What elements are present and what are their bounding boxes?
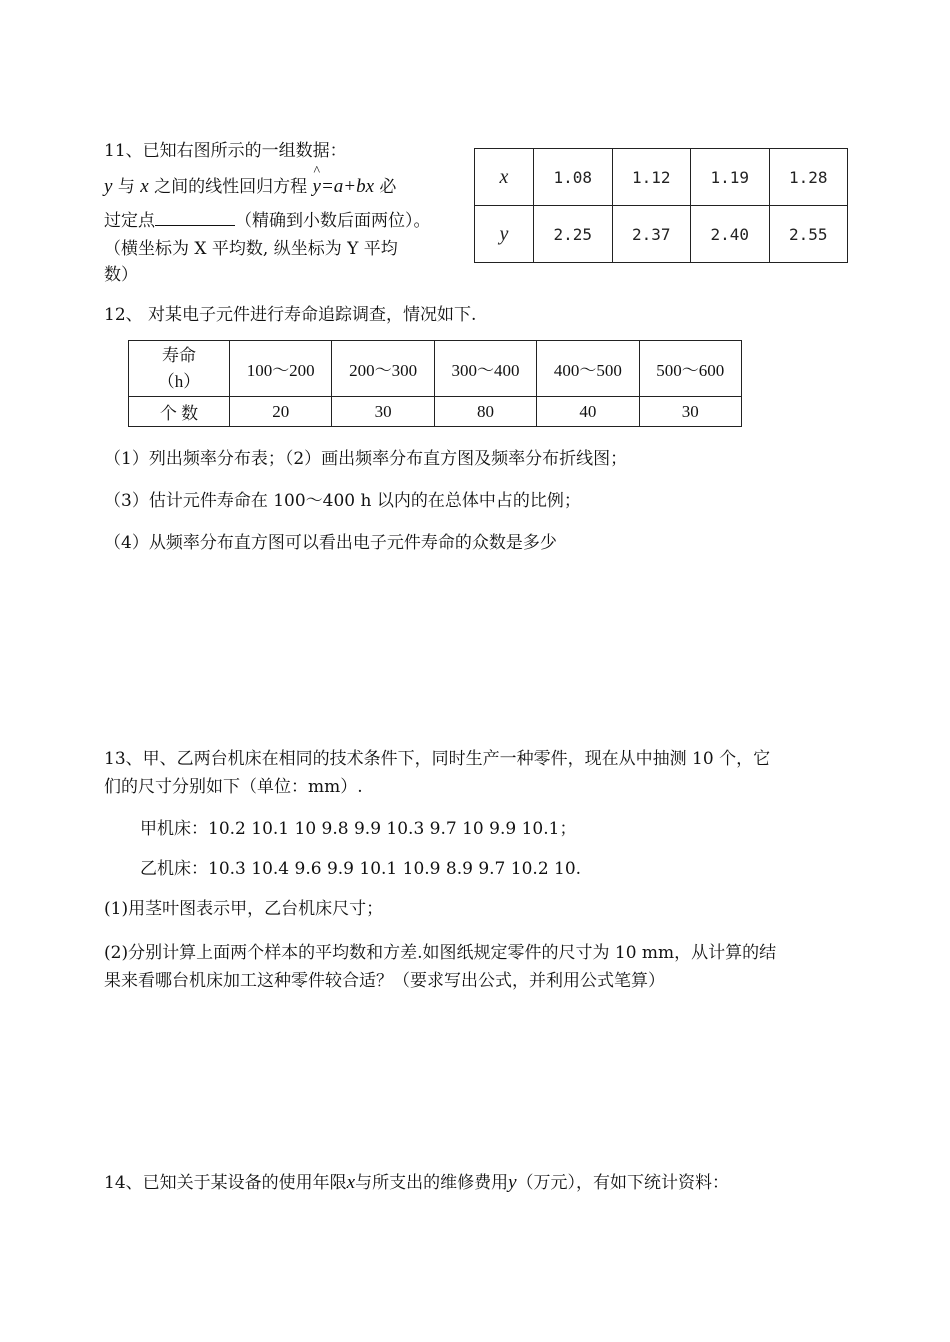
- q13-part1: (1)用茎叶图表示甲，乙台机床尺寸；: [104, 899, 384, 919]
- y-hat: ^ y: [313, 176, 321, 198]
- count-cell: 30: [332, 397, 434, 427]
- q11-x-symbol: x: [140, 176, 149, 197]
- q13-part2-line2: 果来看哪台机床加工这种零件较合适？（要求写出公式，并利用公式笔算）: [104, 971, 665, 991]
- q14-y-symbol: y: [508, 1172, 517, 1193]
- q11-line3-post: （精确到小数后面两位）。: [235, 211, 431, 231]
- q14-line: [104, 1168, 729, 1194]
- q13-yi-data: 乙机床：10.3 10.4 9.6 9.9 10.1 10.9 8.9 9.7 10.2 10.: [140, 859, 582, 879]
- regression-equation: [313, 176, 375, 197]
- x-value: 1.12: [612, 149, 691, 206]
- range-cell: 200～300: [332, 341, 434, 397]
- q11-line5: 数）: [104, 265, 138, 285]
- y-value: 2.37: [612, 206, 691, 263]
- count-cell: 80: [434, 397, 536, 427]
- q13-line1: 13、甲、乙两台机床在相同的技术条件下，同时生产一种零件，现在从中抽测 10 个，它: [104, 749, 771, 769]
- range-cell: 100～200: [230, 341, 332, 397]
- q13-jia-data: 甲机床：10.2 10.1 10 9.8 9.9 10.3 9.7 10 9.9 10.1；: [140, 819, 577, 839]
- q11-line3: [104, 206, 431, 231]
- range-cell: 300～400: [434, 341, 536, 397]
- data-table-q11: [474, 148, 848, 263]
- lifespan-header-line1: 寿命: [162, 345, 196, 365]
- x-value: 1.28: [769, 149, 848, 206]
- q12-title: 12、 对某电子元件进行寿命追踪调查，情况如下.: [104, 305, 477, 325]
- q11-with-word: 与: [117, 177, 135, 197]
- q11-must: 必: [379, 177, 397, 197]
- q14-x-symbol: x: [346, 1172, 356, 1193]
- q12-sub1: （1）列出频率分布表；（2）画出频率分布直方图及频率分布折线图；: [104, 449, 628, 469]
- q11-between-text: 之间的线性回归方程: [154, 177, 308, 197]
- y-value: 2.25: [534, 206, 613, 263]
- count-cell: 40: [537, 397, 639, 427]
- q13-part2-line1: (2)分别计算上面两个样本的平均数和方差.如图纸规定零件的尺寸为 10 mm，从计算的结: [104, 943, 777, 963]
- q13-line2: 们的尺寸分别如下（单位：mm）.: [104, 777, 363, 797]
- q14-mid: 与所支出的维修费用: [355, 1173, 509, 1193]
- q12-sub3: （3）估计元件寿命在 100～400 h 以内的在总体中占的比例；: [104, 491, 581, 511]
- y-value: 2.40: [691, 206, 770, 263]
- q11-line3-pre: 过定点: [104, 211, 155, 231]
- count-cell: 20: [230, 397, 332, 427]
- q11-line2: [104, 172, 396, 198]
- count-label: 个 数: [129, 397, 230, 427]
- range-cell: 500～600: [639, 341, 741, 397]
- y-header: y: [475, 206, 534, 263]
- q14-pre: 14、已知关于某设备的使用年限: [104, 1173, 347, 1193]
- count-cell: 30: [639, 397, 741, 427]
- q14-post: （万元），有如下统计资料：: [516, 1173, 730, 1193]
- x-header: x: [475, 149, 534, 206]
- x-value: 1.19: [691, 149, 770, 206]
- q11-line1: 11、已知右图所示的一组数据：: [104, 141, 347, 161]
- lifespan-table: [128, 340, 742, 427]
- answer-blank[interactable]: [155, 211, 235, 226]
- range-cell: 400～500: [537, 341, 639, 397]
- lifespan-header-line2: （h）: [157, 371, 201, 391]
- y-value: 2.55: [769, 206, 848, 263]
- equation-rhs: =a+bx: [320, 176, 375, 197]
- q11-y-symbol: y: [104, 176, 113, 197]
- lifespan-header: [129, 341, 230, 397]
- q11-line4: （横坐标为 X 平均数, 纵坐标为 Y 平均: [104, 239, 398, 259]
- q12-sub4: （4）从频率分布直方图可以看出电子元件寿命的众数是多少: [104, 533, 557, 553]
- x-value: 1.08: [534, 149, 613, 206]
